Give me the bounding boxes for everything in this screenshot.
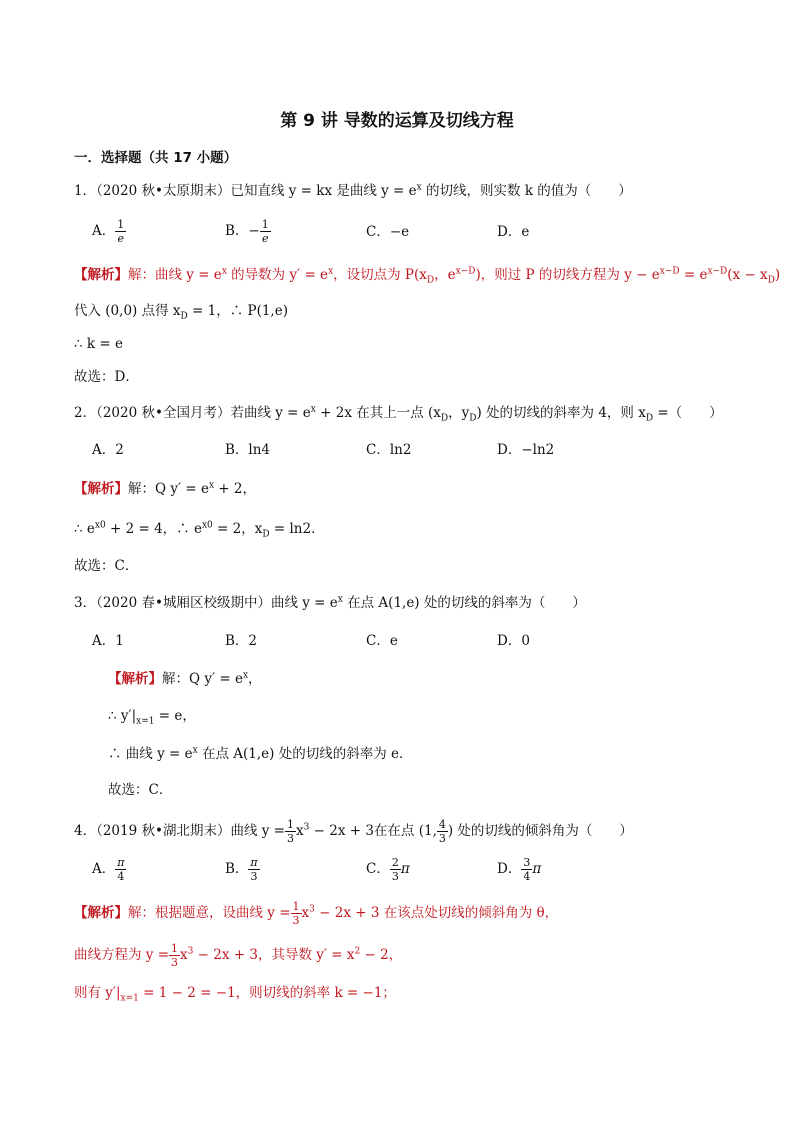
q2-option-c: C．ln2: [366, 442, 412, 458]
q4-analysis-line1: 【解析】解：根据题意，设曲线 y = $\frac{1}{3}$ $x^3 - 2x + 3$ 在该点处切线的倾斜角为 θ，: [74, 900, 559, 927]
q1-option-a: A． $\frac{1}{e}$: [92, 218, 125, 245]
q4-stem: 4．（2019 秋•湖北期末）曲线 y = $\frac{1}{3}$ $x^3 - 2x + 3$在在点 (1, $\frac{4}{3}$ ) 处的切线的倾斜角为（ ）: [74, 818, 633, 845]
q2-option-d: D．−ln2: [497, 442, 555, 458]
q3-option-c: C．e: [366, 633, 398, 649]
q4-analysis-line3: 则有 $y'|_{x=1} = 1 - 2 = -1$，则切线的斜率 k = −1；: [74, 985, 396, 1004]
q1-analysis-line4: 故选：D．: [74, 369, 139, 385]
q2-analysis-line1: 【解析】解：Q $y' = e^x + 2$，: [74, 480, 256, 497]
q4-option-b: B． $\frac{\pi}{3}$: [225, 856, 258, 883]
q4-option-d: D． $\frac{3}{4}$ π: [497, 856, 542, 883]
q1-analysis-line3: ∴ k = e: [74, 336, 123, 352]
q2-option-b: B．ln4: [225, 442, 271, 458]
q2-option-a: A．2: [92, 442, 124, 458]
q3-analysis-line2: ∴ $y'|_{x=1} = e$，: [108, 708, 196, 727]
q2-analysis-line2: ∴ $e^{x0} + 2 = 4$，∴ $e^{x0} = 2$，$x_D = \ln 2$．: [74, 520, 325, 540]
q1-option-b: B．− $\frac{1}{e}$: [225, 218, 269, 245]
q1-option-c: C．−e: [366, 224, 410, 240]
q2-stem: 2．（2020 秋•全国月考）若曲线 $y = e^x + 2x$ 在其上一点 ($x_D$，$y_D$) 处的切线的斜率为 4，则 $x_D$ =（ ）: [74, 404, 723, 424]
q3-option-d: D．0: [497, 633, 530, 649]
q4-analysis-line2: 曲线方程为 y = $\frac{1}{3}$ $x^3 - 2x + 3$，其导数 $y' = x^2 - 2$，: [74, 942, 403, 969]
q1-option-d: D．e: [497, 224, 530, 240]
q1-analysis-line2: 代入 (0,0) 点得 $x_D = 1$，∴ P(1,e): [74, 303, 288, 322]
q2-analysis-line3: 故选：C．: [74, 558, 139, 574]
q4-option-a: A． $\frac{\pi}{4}$: [92, 856, 125, 883]
q3-option-b: B．2: [225, 633, 258, 649]
q3-option-a: A．1: [92, 633, 124, 649]
q3-stem: 3．（2020 春•城厢区校级期中）曲线 $y = e^x$ 在点 A(1,e) 处的切线的斜率为（ ）: [74, 594, 586, 611]
q3-analysis-line4: 故选：C．: [108, 782, 173, 798]
q1-analysis-line1: 【解析】解：曲线 $y = e^x$ 的导数为 $y' = e^x$，设切点为 $P(x_D$，$e^{x-D}$)，则过 P 的切线方程为 $y - e^{x-D} = e^{x-D}(x - x_D)$: [74, 266, 781, 286]
page-title: 第 9 讲 导数的运算及切线方程: [280, 111, 514, 131]
q3-analysis-line3: ∴ 曲线 $y = e^x$ 在点 A(1,e) 处的切线的斜率为 e．: [108, 745, 413, 762]
q1-stem: 1．（2020 秋•太原期末）已知直线 y = kx 是曲线 $y = e^x$ 的切线，则实数 k 的值为（ ）: [74, 182, 632, 199]
q4-option-c: C． $\frac{2}{3}$ π: [366, 856, 410, 883]
q3-analysis-line1: 【解析】解：Q $y' = e^x$，: [108, 670, 262, 687]
section-heading: 一．选择题（共 17 小题）: [74, 150, 238, 166]
